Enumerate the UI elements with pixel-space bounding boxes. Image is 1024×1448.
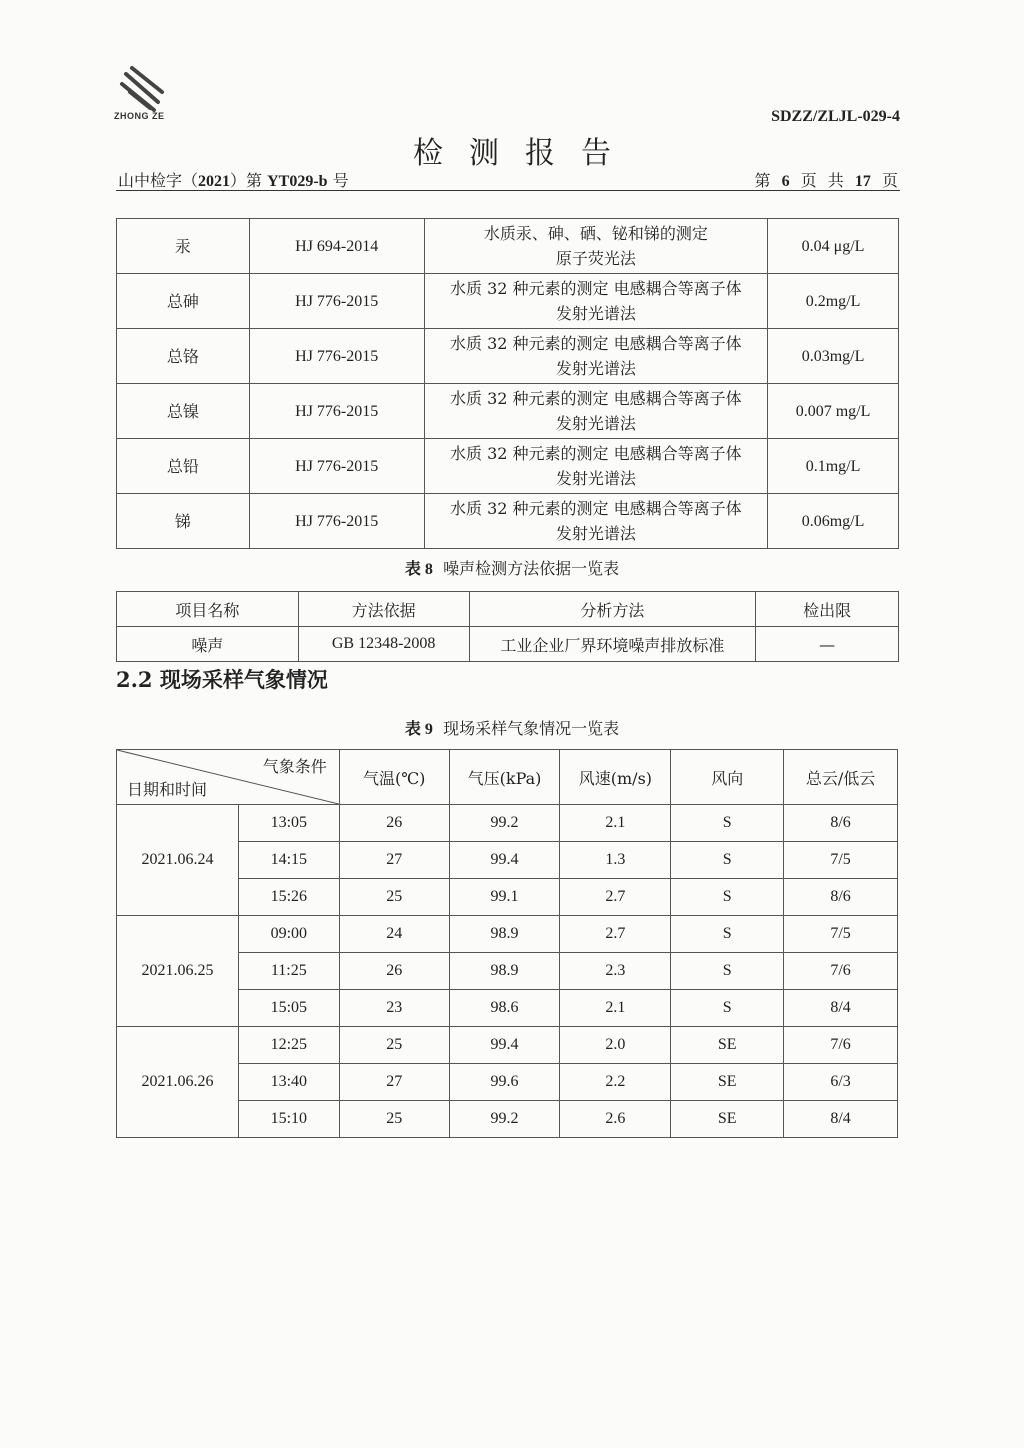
time-cell: 13:05: [238, 805, 339, 842]
standard-cell: HJ 776-2015: [249, 494, 424, 549]
item-cell: 总铬: [117, 329, 250, 384]
limit-cell: 0.007 mg/L: [768, 384, 899, 439]
wind-speed-cell: 2.1: [560, 990, 671, 1027]
column-header: 气压(kPa): [449, 750, 560, 805]
limit-cell: —: [756, 627, 899, 662]
table-row: [117, 916, 898, 953]
column-header: 气温(℃): [339, 750, 449, 805]
time-cell: 15:26: [238, 879, 339, 916]
standard-cell: HJ 776-2015: [249, 384, 424, 439]
cloud-cell: 6/3: [784, 1064, 898, 1101]
temp-cell: 25: [339, 879, 449, 916]
wind-speed-cell: 2.0: [560, 1027, 671, 1064]
cloud-cell: 7/6: [784, 953, 898, 990]
method-line: 发射光谱法: [555, 359, 636, 378]
column-header: 风向: [671, 750, 784, 805]
item-cell: 噪声: [117, 627, 299, 662]
date-cell: 2021.06.26: [117, 1027, 239, 1138]
wind-dir-cell: SE: [671, 1064, 784, 1101]
cloud-cell: 8/6: [784, 805, 898, 842]
method-line: 发射光谱法: [555, 469, 636, 488]
standard-cell: HJ 776-2015: [249, 274, 424, 329]
table-header-row: [117, 592, 899, 627]
date-cell: 2021.06.25: [117, 916, 239, 1027]
time-cell: 12:25: [238, 1027, 339, 1064]
table-row: [117, 219, 899, 274]
pressure-cell: 99.4: [449, 1027, 560, 1064]
temp-cell: 25: [339, 1101, 449, 1138]
column-header: 方法依据: [298, 592, 469, 627]
wind-dir-cell: S: [671, 805, 784, 842]
wind-speed-cell: 1.3: [560, 842, 671, 879]
limit-cell: 0.03mg/L: [768, 329, 899, 384]
method-line: 水质 32 种元素的测定 电感耦合等离子体: [450, 444, 742, 463]
item-cell: 汞: [117, 219, 250, 274]
cloud-cell: 7/6: [784, 1027, 898, 1064]
pressure-cell: 99.2: [449, 805, 560, 842]
method-line: 发射光谱法: [555, 414, 636, 433]
pressure-cell: 98.9: [449, 916, 560, 953]
method-line: 水质 32 种元素的测定 电感耦合等离子体: [450, 334, 742, 353]
wind-speed-cell: 2.1: [560, 805, 671, 842]
logo-text: ZHONG ZE: [114, 111, 165, 121]
limit-cell: 0.06mg/L: [768, 494, 899, 549]
method-cell: [424, 274, 768, 329]
table-row: [117, 274, 899, 329]
table8-caption: 表 8 噪声检测方法依据一览表: [404, 559, 620, 578]
temp-cell: 25: [339, 1027, 449, 1064]
pressure-cell: 99.4: [449, 842, 560, 879]
table-row: [117, 329, 899, 384]
corner-bottom-label: 日期和时间: [127, 780, 208, 799]
temp-cell: 24: [339, 916, 449, 953]
item-cell: 总镍: [117, 384, 250, 439]
table-row: [117, 1027, 898, 1064]
method-line: 水质汞、砷、硒、铋和锑的测定: [483, 224, 708, 243]
document-code: SDZZ/ZLJL-029-4: [771, 108, 900, 125]
wind-dir-cell: SE: [671, 1101, 784, 1138]
method-cell: [424, 494, 768, 549]
item-cell: 总砷: [117, 274, 250, 329]
time-cell: 13:40: [238, 1064, 339, 1101]
standard-cell: GB 12348-2008: [298, 627, 469, 662]
item-cell: 总铅: [117, 439, 250, 494]
table-row: [117, 439, 899, 494]
limit-cell: 0.04 μg/L: [768, 219, 899, 274]
method-cell: [424, 439, 768, 494]
time-cell: 09:00: [238, 916, 339, 953]
cloud-cell: 7/5: [784, 842, 898, 879]
method-cell: 工业企业厂界环境噪声排放标准: [469, 627, 756, 662]
wind-dir-cell: SE: [671, 1027, 784, 1064]
method-line: 水质 32 种元素的测定 电感耦合等离子体: [450, 499, 742, 518]
wind-speed-cell: 2.6: [560, 1101, 671, 1138]
temp-cell: 27: [339, 1064, 449, 1101]
column-header: 项目名称: [117, 592, 299, 627]
wind-dir-cell: S: [671, 953, 784, 990]
pressure-cell: 98.6: [449, 990, 560, 1027]
wind-dir-cell: S: [671, 916, 784, 953]
method-line: 水质 32 种元素的测定 电感耦合等离子体: [450, 279, 742, 298]
cloud-cell: 7/5: [784, 916, 898, 953]
temp-cell: 26: [339, 805, 449, 842]
cloud-cell: 8/4: [784, 990, 898, 1027]
page-title: 检测报告: [413, 136, 637, 171]
method-line: 发射光谱法: [555, 524, 636, 543]
time-cell: 15:10: [238, 1101, 339, 1138]
method-line: 发射光谱法: [555, 304, 636, 323]
standard-cell: HJ 776-2015: [249, 329, 424, 384]
method-cell: [424, 329, 768, 384]
limit-cell: 0.2mg/L: [768, 274, 899, 329]
pressure-cell: 99.6: [449, 1064, 560, 1101]
cloud-cell: 8/6: [784, 879, 898, 916]
limit-cell: 0.1mg/L: [768, 439, 899, 494]
column-header: 检出限: [756, 592, 899, 627]
pressure-cell: 98.9: [449, 953, 560, 990]
table-header-row: [117, 750, 898, 805]
table9-caption: 表 9 现场采样气象情况一览表: [404, 719, 620, 738]
weather-table: [116, 749, 898, 1138]
pressure-cell: 99.2: [449, 1101, 560, 1138]
item-cell: 锑: [117, 494, 250, 549]
table-row: [117, 627, 899, 662]
standard-cell: HJ 776-2015: [249, 439, 424, 494]
table-row: [117, 494, 899, 549]
time-cell: 11:25: [238, 953, 339, 990]
column-header: 总云/低云: [784, 750, 898, 805]
pressure-cell: 99.1: [449, 879, 560, 916]
cloud-cell: 8/4: [784, 1101, 898, 1138]
column-header: 分析方法: [469, 592, 756, 627]
header-divider: [116, 190, 900, 191]
page-number: 第 6 页 共 17 页: [754, 171, 898, 190]
corner-header-cell: [117, 750, 340, 805]
wind-speed-cell: 2.7: [560, 916, 671, 953]
wind-speed-cell: 2.7: [560, 879, 671, 916]
wind-dir-cell: S: [671, 842, 784, 879]
standard-cell: HJ 694-2014: [249, 219, 424, 274]
section-heading: 2.2 现场采样气象情况: [116, 667, 328, 692]
table-row: [117, 384, 899, 439]
temp-cell: 26: [339, 953, 449, 990]
wind-dir-cell: S: [671, 990, 784, 1027]
time-cell: 14:15: [238, 842, 339, 879]
methods-table: [116, 218, 899, 549]
wind-speed-cell: 2.2: [560, 1064, 671, 1101]
report-number: 山中检字（2021）第 YT029-b 号: [118, 171, 349, 190]
wind-dir-cell: S: [671, 879, 784, 916]
temp-cell: 23: [339, 990, 449, 1027]
time-cell: 15:05: [238, 990, 339, 1027]
method-line: 原子荧光法: [555, 249, 636, 268]
column-header: 风速(m/s): [560, 750, 671, 805]
noise-method-table: [116, 591, 899, 662]
temp-cell: 27: [339, 842, 449, 879]
table-row: [117, 805, 898, 842]
corner-top-label: 气象条件: [262, 757, 327, 776]
date-cell: 2021.06.24: [117, 805, 239, 916]
method-cell: [424, 384, 768, 439]
wind-speed-cell: 2.3: [560, 953, 671, 990]
method-cell: [424, 219, 768, 274]
method-line: 水质 32 种元素的测定 电感耦合等离子体: [450, 389, 742, 408]
